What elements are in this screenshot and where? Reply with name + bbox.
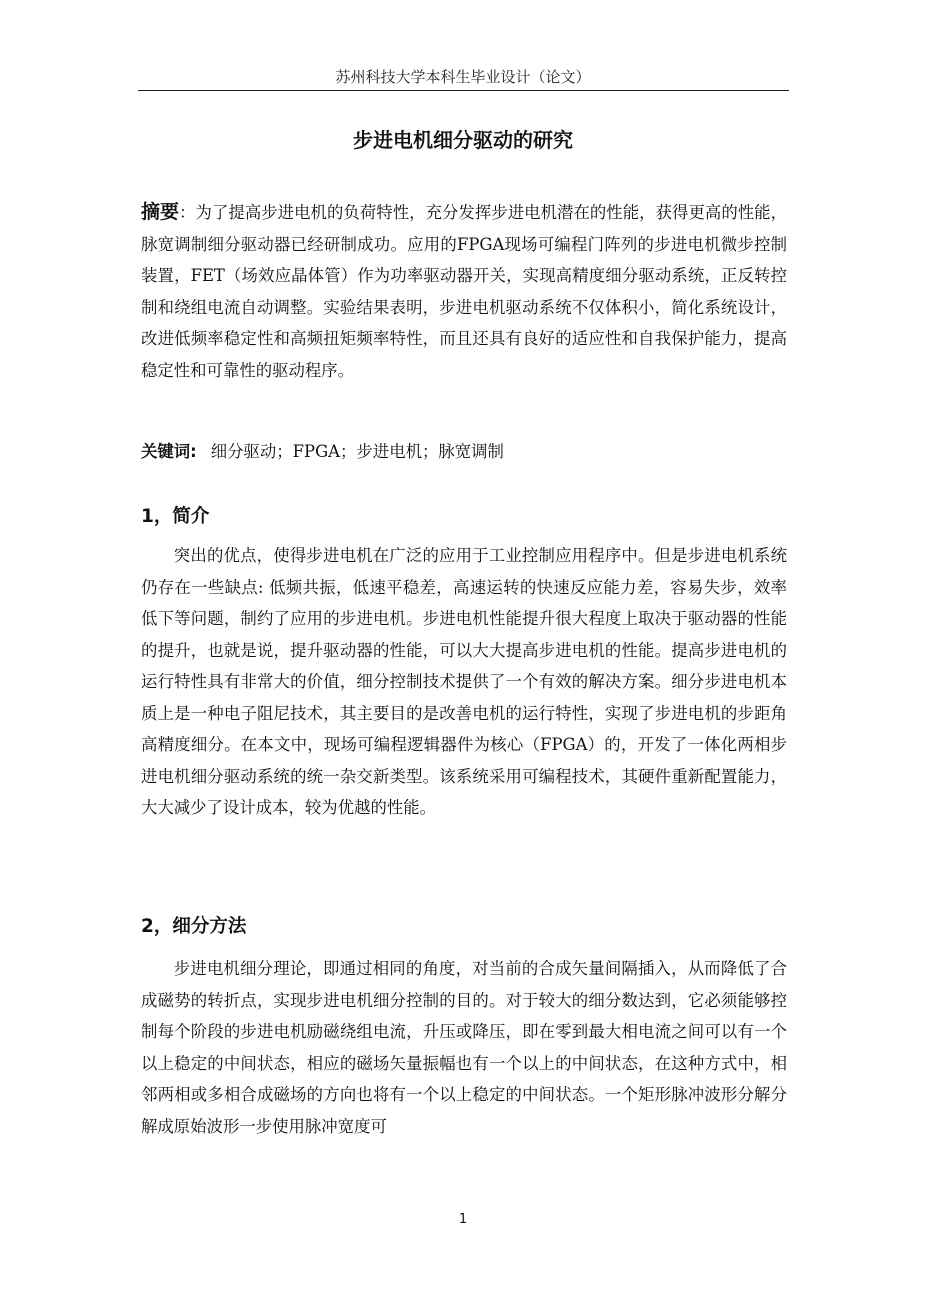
- header-divider: [138, 90, 789, 91]
- keywords-line: [141, 438, 504, 462]
- section-heading-method: 2，细分方法: [141, 916, 247, 937]
- paper-title: 步进电机细分驱动的研究: [353, 128, 573, 152]
- abstract-text: 为了提高步进电机的负荷特性，充分发挥步进电机潜在的性能，获得更高的性能，脉宽调制细分驱动器已经研制成功。应用的FPGA现场可编程门阵列的步进电机微步控制装置，FET（场效应晶体管）作为功率驱动器开关，实现高精度细分驱动系统，正反转控制和绕组电流自动调整。实验结果表明，步进电机驱动系统不仅体积小，简化系统设计，改进低频率稳定性和高频扭矩频率特性，而且还具有良好的适应性和自我保护能力，提高稳定性和可靠性的驱动程序。: [141, 203, 788, 380]
- intro-paragraph: 突出的优点，使得步进电机在广泛的应用于工业控制应用程序中。但是步进电机系统仍存在一些缺点: 低频共振，低速平稳差，高速运转的快速反应能力差，容易失步，效率低下等问题，制约了应用的步进电机。步进电机性能提升很大程度上取决于驱动器的性能的提升，也就是说，提升驱动器的性能，可以大大提高步进电机的性能。提高步进电机的运行特性具有非常大的价值，细分控制技术提供了一个有效的解决方案。细分步进电机本质上是一种电子阻尼技术，其主要目的是改善电机的运行特性，实现了步进电机的步距角高精度细分。在本文中，现场可编程逻辑器件为核心（FPGA）的，开发了一体化两相步进电机细分驱动系统的统一杂交新类型。该系统采用可编程技术，其硬件重新配置能力，大大减少了设计成本，较为优越的性能。: [141, 546, 787, 817]
- keywords-label: 关键词:: [141, 442, 197, 461]
- keywords-text: 细分驱动；FPGA；步进电机；脉宽调制: [210, 442, 504, 461]
- method-paragraph: 步进电机细分理论，即通过相同的角度，对当前的合成矢量间隔插入，从而降低了合成磁势的转折点，实现步进电机细分控制的目的。对于较大的细分数达到，它必须能够控制每个阶段的步进电机励磁绕组电流，升压或降压，即在零到最大相电流之间可以有一个以上稳定的中间状态，相应的磁场矢量振幅也有一个以上的中间状态，在这种方式中，相邻两相或多相合成磁场的方向也将有一个以上稳定的中间状态。一个矩形脉冲波形分解分解成原始波形一步使用脉冲宽度可: [141, 959, 787, 1136]
- abstract-colon: ：: [179, 203, 196, 222]
- section-heading-intro: 1，简介: [141, 506, 210, 527]
- running-header: 苏州科技大学本科生毕业设计（论文）: [335, 68, 591, 86]
- page-number: 1: [458, 1212, 468, 1227]
- abstract-label: 摘要: [141, 201, 180, 223]
- abstract-paragraph: [141, 197, 787, 386]
